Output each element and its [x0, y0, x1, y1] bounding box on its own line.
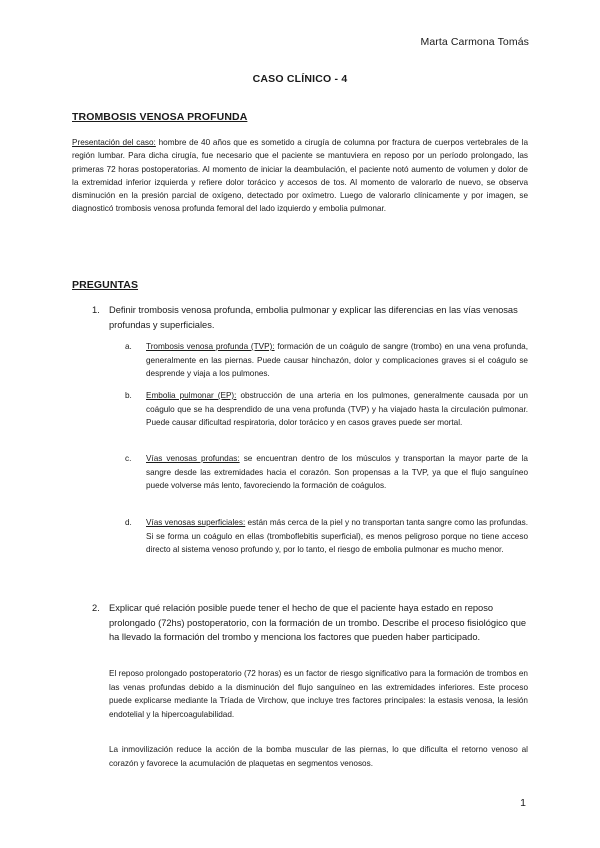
case-label: Presentación del caso: — [72, 138, 156, 147]
subitem-a — [125, 340, 528, 381]
subitem-term: Trombosis venosa profunda (TVP): — [146, 342, 275, 351]
page-number: 1 — [520, 797, 526, 809]
subitem-term: Vías venosas superficiales: — [146, 518, 246, 527]
answer-paragraph-1: El reposo prolongado postoperatorio (72 horas) es un factor de riesgo significativo para la formación de trombos en las venas profundas debido a la disminución del flujo sanguíneo en las extremidades inferiores. Este proceso puede explicarse mediante la Tríada de Virchow, que incluye tres factores principales: la estasis venosa, la lesión endotelial y la hipercoagulabilidad. — [109, 669, 528, 719]
case-presentation — [72, 136, 528, 216]
subitem-text: obstrucción de una arteria en los pulmones, generalmente causada por un coágulo que se ha desprendido de una vena profunda (TVP) y ha viajado hasta la circulación pulmonar. Puede causar dificultad respiratoria, dolor torácico y en casos graves puede ser mortal. — [146, 391, 528, 428]
question-2 — [92, 601, 528, 645]
section-heading: TROMBOSIS VENOSA PROFUNDA — [72, 111, 248, 123]
questions-heading: PREGUNTAS — [72, 279, 139, 291]
question-number: 1. — [92, 305, 100, 315]
subitem-b — [125, 389, 528, 430]
subitem-term: Embolia pulmonar (EP): — [146, 391, 237, 400]
page-title: CASO CLÍNICO - 4 — [252, 73, 348, 85]
subitem-d — [125, 516, 528, 557]
subitem-text: se encuentran dentro de los músculos y transportan la mayor parte de la sangre desde las extremidades hacia el corazón. Son propensas a la TVP, ya que el flujo sanguíneo puede volverse más lento, favoreciendo la formación de coágulos. — [146, 454, 528, 491]
question-text: Definir trombosis venosa profunda, embolia pulmonar y explicar las diferencias en las vías venosas profundas y superficiales. — [109, 305, 518, 330]
author-name: Marta Carmona Tomás — [420, 36, 529, 48]
subitem-letter: b. — [125, 391, 132, 400]
question-1 — [92, 303, 528, 332]
case-text: hombre de 40 años que es sometido a cirugía de columna por fractura de cuerpos vertebrales de la región lumbar. Para dicha cirugía, fue necesario que el paciente se mantuviera en reposo por un período prolongado, las primeras 72 horas postoperatorias. Al momento de iniciar la deambulación, el paciente notó aumento de volumen y dolor de la extremidad inferior izquierda y refiere dolor torácico y accesos de tos. Al momento de valorarlo de nuevo, se observa disminución en la presión parcial de oxígeno, detectado por oxímetro. Luego de valorarlo clínicamente y por imagen, se diagnosticó trombosis venosa profunda femoral del lado izquierdo y embolia pulmonar. — [72, 138, 528, 214]
answer-paragraph-2: La inmovilización reduce la acción de la bomba muscular de las piernas, lo que dificulta el retorno venoso al corazón y favorece la acumulación de plaquetas en segmentos venosos. — [109, 745, 528, 768]
subitem-letter: d. — [125, 518, 132, 527]
subitem-text: están más cerca de la piel y no transportan tanta sangre como las profundas. Si se forma un coágulo en ellas (tromboflebitis superficial), es menos peligroso porque no tiene acceso directo al sistema venoso profundo y, por lo tanto, el riesgo de embolia pulmonar es mucho menor. — [146, 518, 528, 555]
subitem-letter: a. — [125, 342, 132, 351]
subitem-text: formación de un coágulo de sangre (trombo) en una vena profunda, generalmente en las piernas. Puede causar hinchazón, dolor y complicaciones graves si el coágulo se desprende y viaja a los pulmones. — [146, 342, 528, 379]
subitem-term: Vías venosas profundas: — [146, 454, 240, 463]
subitem-c — [125, 452, 528, 493]
subitem-letter: c. — [125, 454, 132, 463]
question-number: 2. — [92, 603, 100, 613]
question-text: Explicar qué relación posible puede tener el hecho de que el paciente haya estado en reposo prolongado (72hs) postoperatorio, con la formación de un trombo. Describe el proceso fisiológico que ha llevado la formación del trombo y menciona los factores que pueden haber participado. — [109, 603, 527, 642]
